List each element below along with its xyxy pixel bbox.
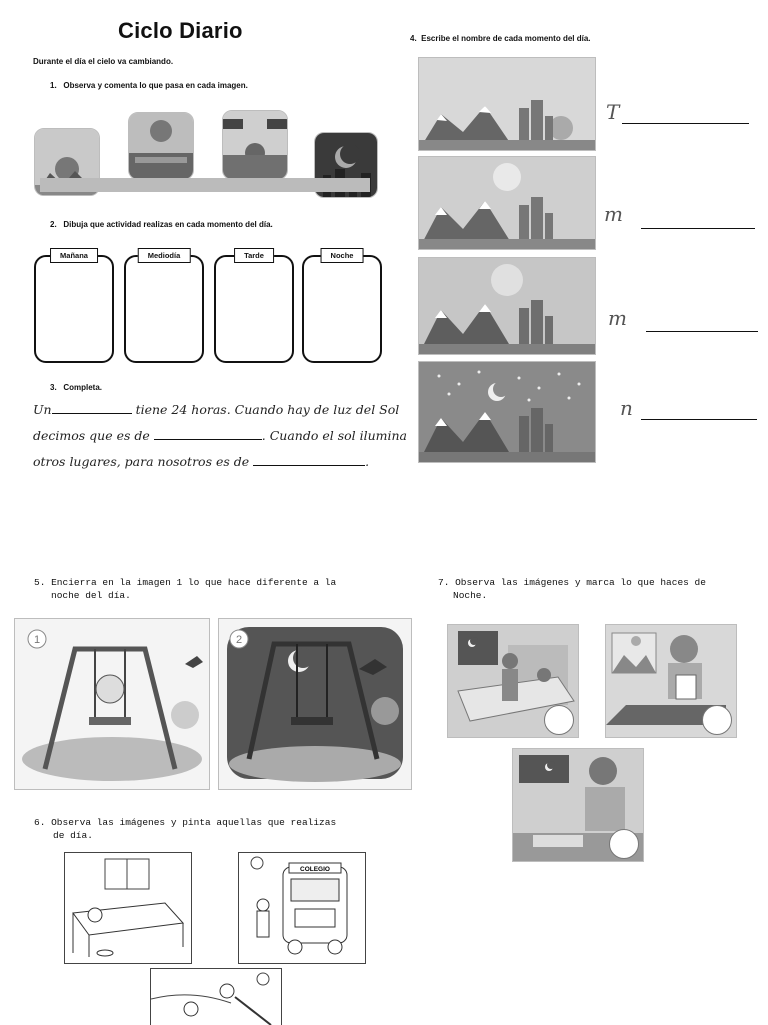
blank-3[interactable]: [253, 454, 365, 466]
sun-icon: [251, 857, 263, 869]
sun-icon: [257, 973, 269, 985]
school-bus-image[interactable]: [238, 852, 366, 964]
answer-line-4[interactable]: [641, 418, 757, 420]
moon-icon: [340, 144, 360, 164]
intro-text: Durante el día el cielo va cambiando.: [33, 57, 174, 66]
landscape-sunrise: [418, 57, 596, 151]
instruction-5: 5. Encierra en la imagen 1 lo que hace diferente a la noche del día.: [34, 577, 337, 601]
start-letter-1: T: [606, 100, 620, 124]
box-label-afternoon: Tarde: [234, 248, 274, 263]
day-study-image: [605, 624, 737, 738]
box-label-noon: Mediodía: [138, 248, 191, 263]
badge-1: 1: [33, 634, 41, 646]
instruction-7: 7. Observa las imágenes y marca lo que haces de Noche.: [438, 577, 706, 601]
fill-line-1: Un tiene 24 horas. Cuando hay de luz del Sol: [33, 402, 400, 417]
image-noon: [128, 112, 194, 180]
instruction-4: 4. Escribe el nombre de cada momento del día.: [410, 34, 591, 43]
blank-2[interactable]: [154, 428, 262, 440]
sleeping-image[interactable]: [64, 852, 192, 964]
sun-icon: [631, 636, 641, 646]
blank-1[interactable]: [52, 402, 132, 414]
answer-line-2[interactable]: [641, 227, 755, 229]
box-label-morning: Mañana: [50, 248, 98, 263]
night-brushing-image: [512, 748, 644, 862]
fill-line-2: decimos que es de . Cuando el sol ilumina: [33, 428, 408, 443]
bus-icon: [283, 867, 347, 943]
mark-circle-1[interactable]: [544, 705, 574, 735]
answer-line-1[interactable]: [622, 122, 749, 124]
bus-sign: COLEGIO: [300, 866, 330, 873]
sun-icon: [150, 120, 172, 142]
instruction-2: 2. Dibuja que actividad realizas en cada momento del día.: [50, 220, 273, 229]
night-bedroom-image: [447, 624, 579, 738]
instruction-6: 6. Observa las imágenes y pinta aquellas que realizas de día.: [34, 817, 337, 841]
draw-box-morning[interactable]: [34, 251, 114, 363]
draw-box-afternoon[interactable]: [214, 251, 294, 363]
mark-circle-3[interactable]: [609, 829, 639, 859]
instruction-1: 1. Observa y comenta lo que pasa en cada imagen.: [50, 81, 248, 90]
sun-icon: [493, 163, 521, 191]
swing-night-image: [218, 618, 412, 790]
swing-day-image: [14, 618, 210, 790]
landscape-noon: [418, 156, 596, 250]
moon-icon: [470, 637, 478, 645]
landscape-night: [418, 361, 596, 463]
instruction-3: 3. Completa.: [50, 383, 103, 392]
moon-icon: [547, 761, 555, 769]
box-label-night: Noche: [321, 248, 364, 263]
page-title: Ciclo Diario: [118, 18, 243, 43]
ground-strip: [40, 178, 370, 192]
draw-box-night[interactable]: [302, 251, 382, 363]
badge-2: 2: [235, 634, 243, 646]
image-sunset: [222, 110, 288, 180]
answer-line-3[interactable]: [646, 330, 758, 332]
moon-icon: [493, 381, 509, 397]
sun-icon: [491, 264, 523, 296]
start-letter-2: m: [604, 202, 623, 226]
fill-line-3: otros lugares, para nosotros es de .: [33, 454, 370, 469]
landscape-afternoon: [418, 257, 596, 355]
draw-box-noon[interactable]: [124, 251, 204, 363]
mark-circle-2[interactable]: [702, 705, 732, 735]
playing-image[interactable]: [150, 968, 282, 1025]
start-letter-4: n: [620, 396, 633, 420]
start-letter-3: m: [608, 306, 627, 330]
